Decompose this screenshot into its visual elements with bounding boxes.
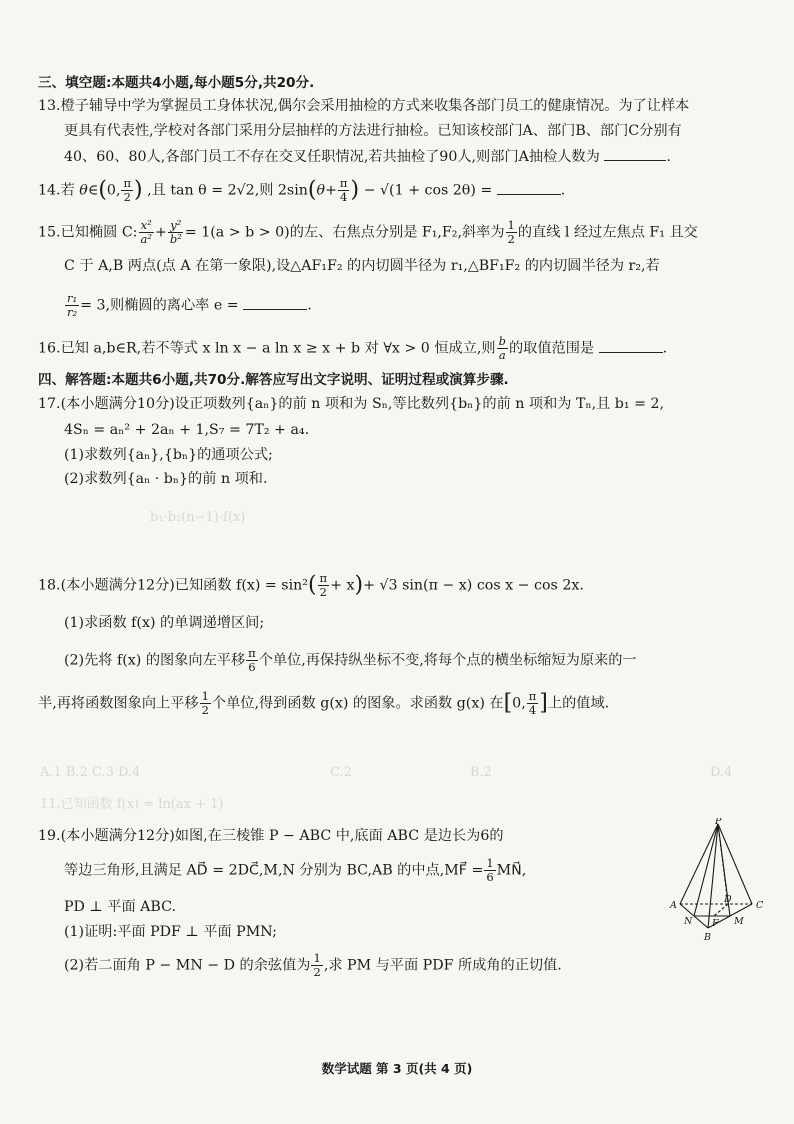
q16-answer-blank[interactable]: [599, 338, 663, 353]
label-C: C: [756, 900, 764, 911]
q19-part-2-b: ,求 PM 与平面 PDF 所成角的正切值.: [323, 957, 562, 974]
q19-line-2-b: MN⃗,: [496, 862, 527, 879]
label-F: F: [712, 918, 719, 929]
q19-part-1: (1)证明:平面 PDF ⊥ 平面 PMN;: [64, 924, 277, 940]
edge-DF-hidden: [714, 904, 728, 916]
q13-answer-blank[interactable]: [604, 146, 666, 161]
frac-num: b: [498, 334, 506, 348]
frac-den: 2: [319, 585, 327, 599]
frac-den: 4: [528, 703, 537, 717]
q15-r1-over-r2: [65, 292, 79, 319]
q18-line-4: [38, 690, 764, 717]
frac-den: 6: [248, 660, 256, 674]
q14-theta-in: θ∈: [79, 182, 99, 199]
q14-prefix: 14.若: [38, 182, 75, 199]
q18-line-1-b: + x: [330, 577, 355, 594]
q18-part-1: (1)求函数 f(x) 的单调递增区间;: [64, 615, 265, 631]
open-paren: (: [307, 572, 317, 598]
q18-part-2: [64, 647, 764, 674]
q15-line-2: C 于 A,B 两点(点 A 在第一象限),设△AF₁F₂ 的内切圆半径为 r₁,△BF₁F₂ 的内切圆半径为 r₂,若: [64, 258, 660, 274]
bleed-through-text: A.1 B.2 C.3 D.4: [40, 765, 141, 780]
q16-b-over-a: [497, 335, 508, 362]
q19-part-2-a: (2)若二面角 P − MN − D 的余弦值为: [64, 957, 311, 974]
section-4-heading: 四、解答题:本题共6小题,共70分.解答应写出文字说明、证明过程或演算步骤.: [38, 372, 509, 388]
q15-x2-over-a2: [138, 219, 153, 246]
edge-PB: [708, 824, 718, 928]
frac-num: 1: [201, 689, 209, 703]
bleed-through-text: C.2: [330, 765, 352, 780]
q14-zero: 0,: [106, 182, 121, 199]
q18-line-1: [38, 572, 764, 599]
frac-den: 2: [201, 703, 209, 717]
q18-line-4-a: 半,再将函数图象向上平移: [38, 695, 199, 712]
label-B: B: [704, 932, 711, 943]
close-bracket: ]: [539, 690, 548, 716]
bleed-through-text: B.2: [470, 765, 492, 780]
frac-num: 1: [313, 951, 321, 965]
label-D: D: [724, 894, 732, 905]
q17-part-2: (2)求数列{aₙ · bₙ}的前 n 项和.: [64, 471, 268, 487]
q18-pi-over-6: [246, 647, 258, 674]
q16-a: 16.已知 a,b∈R,若不等式 x ln x − a ln x ≥ x + b 对 ∀x > 0 恒成立,则: [38, 340, 496, 357]
q15-line-1-b: = 1(a > b > 0)的左、右焦点分别是 F₁,F₂,斜率为: [184, 224, 505, 241]
frac-num: π: [528, 689, 537, 703]
q14-pi-over-2: [121, 177, 133, 204]
frac-num: π: [319, 571, 328, 585]
q17-part-1: (1)求数列{aₙ},{bₙ}的通项公式;: [64, 447, 273, 463]
bleed-through-text: D.4: [710, 765, 733, 780]
q14-pi-over-4: [338, 177, 350, 204]
frac-den: a²: [140, 232, 152, 246]
q18-zero: 0,: [512, 695, 526, 712]
q15-answer-blank[interactable]: [243, 295, 307, 310]
frac-num: x²: [140, 218, 152, 232]
q17-line-2: 4Sₙ = aₙ² + 2aₙ + 1,S₇ = 7T₂ + a₄.: [64, 422, 310, 438]
close-paren: ): [354, 572, 364, 598]
frac-num: r₁: [67, 291, 78, 305]
frac-num: 1: [486, 856, 494, 870]
close-paren: ): [350, 177, 360, 203]
q18-one-half: [200, 690, 211, 717]
q13-line-3-text: 40、60、80人,各部门员工不存在交叉任职情况,若共抽检了90人,则部门A抽检人数为: [64, 149, 600, 165]
q13-line-2: 更具有代表性,学校对各部门采用分层抽样的方法进行抽检。已知该校部门A、部门B、部门C分别有: [64, 123, 682, 139]
frac-den: 2: [313, 965, 321, 979]
label-P: P: [715, 818, 722, 827]
q14-answer-blank[interactable]: [497, 180, 561, 195]
q13-line-3: 40、60、80人,各部门员工不存在交叉任职情况,若共抽检了90人,则部门A抽检人数为 .: [64, 146, 764, 167]
frac-den: r₂: [67, 305, 78, 319]
bleed-through-text: 11.已知函数 f(x) = ln(ax + 1): [40, 797, 224, 812]
frac-den: a: [498, 348, 506, 362]
q15-one-half: [506, 219, 517, 246]
close-paren: ): [134, 177, 143, 203]
q19-line-2-a: 等边三角形,且满足 AD⃗ = 2DC⃗,M,N 分别为 BC,AB 的中点,MF⃗ =: [64, 862, 484, 879]
q19-line-3: PD ⊥ 平面 ABC.: [64, 899, 176, 915]
section-3-heading: 三、填空题:本题共4小题,每小题5分,共20分.: [38, 75, 315, 91]
open-paren: (: [307, 177, 317, 203]
edge-PA: [680, 824, 718, 904]
q15-line-3-text: = 3,则椭圆的离心率 e =: [80, 297, 239, 314]
frac-den: 4: [340, 190, 348, 204]
edge-PN: [694, 824, 718, 916]
q14-theta-plus: θ+: [316, 182, 337, 199]
q15-plus: +: [154, 224, 167, 241]
frac-num: π: [123, 176, 132, 190]
q15-line-1-c: 的直线 l 经过左焦点 F₁ 且交: [517, 224, 698, 241]
bleed-through-text: b₁·b₂(n−1)·f(x): [150, 510, 246, 525]
frac-num: y²: [170, 218, 182, 232]
label-A: A: [670, 900, 677, 911]
q16-c: 的取值范围是: [508, 340, 595, 357]
pyramid-figure: [652, 818, 782, 943]
q15-line-1-a: 15.已知椭圆 C:: [38, 224, 138, 241]
q15-line-3: $\frac{\text{r₁}}{\text{r₂}}$ = 3,则椭圆的离心率 e = .: [67, 291, 312, 319]
q19-one-half: [311, 952, 322, 979]
q18-line-4-c: 上的值域.: [547, 695, 610, 712]
q13-line-1: 13.橙子辅导中学为掌握员工身体状况,偶尔会采用抽检的方式来收集各部门员工的健康情况。为了让样本: [38, 98, 690, 114]
label-N: N: [684, 916, 693, 927]
q19-one-sixth: [484, 857, 495, 884]
frac-den: 2: [123, 190, 131, 204]
q19-part-2: [64, 952, 764, 979]
q18-line-4-b: 个单位,得到函数 g(x) 的图象。求函数 g(x) 在: [211, 695, 504, 712]
open-bracket: [: [503, 690, 513, 716]
frac-den: b²: [169, 232, 182, 246]
q14-line: 14.若 θ∈(0, $\frac{\pi}{2}$ ) ,且 tan θ = 2√2,则 2sin(θ+ $\frac{\pi}{4}$ ) − √(1 + cos 2θ) = .: [38, 176, 566, 204]
q18-part-2-a: (2)先将 f(x) 的图象向左平移: [64, 652, 246, 669]
q15-y2-over-b2: [168, 219, 184, 246]
frac-num: 1: [507, 218, 515, 232]
q16-line: 16.已知 a,b∈R,若不等式 x ln x − a ln x ≥ x + b 对 ∀x > 0 恒成立,则 $\frac{b}{a}$ 的取值范围是 .: [38, 334, 668, 362]
frac-num: π: [248, 646, 256, 660]
label-M: M: [734, 916, 744, 927]
q18-line-1-a: 18.(本小题满分12分)已知函数 f(x) = sin²: [38, 577, 308, 594]
q14-mid: ,且 tan θ = 2√2,则 2sin: [147, 182, 308, 199]
page-footer: 数学试题 第 3 页(共 4 页): [321, 1061, 473, 1076]
frac-den: 6: [486, 870, 494, 884]
q18-pi-over-2: [318, 572, 330, 599]
open-paren: (: [98, 177, 107, 203]
q14-tail: − √(1 + cos 2θ) =: [363, 182, 493, 199]
q19-line-1: 19.(本小题满分12分)如图,在三棱锥 P − ABC 中,底面 ABC 是边长为6的: [38, 828, 504, 844]
q15-line-1: [38, 219, 764, 246]
q18-line-1-c: + √3 sin(π − x) cos x − cos 2x.: [363, 577, 584, 594]
frac-num: π: [339, 176, 348, 190]
q18-pi-over-4: [527, 690, 539, 717]
q18-part-2-b: 个单位,再保持纵坐标不变,将每个点的横坐标缩短为原来的一: [258, 652, 637, 669]
frac-den: 2: [507, 232, 515, 246]
q17-line-1: 17.(本小题满分10分)设正项数列{aₙ}的前 n 项和为 Sₙ,等比数列{bₙ}的前 n 项和为 Tₙ,且 b₁ = 2,: [38, 396, 665, 412]
